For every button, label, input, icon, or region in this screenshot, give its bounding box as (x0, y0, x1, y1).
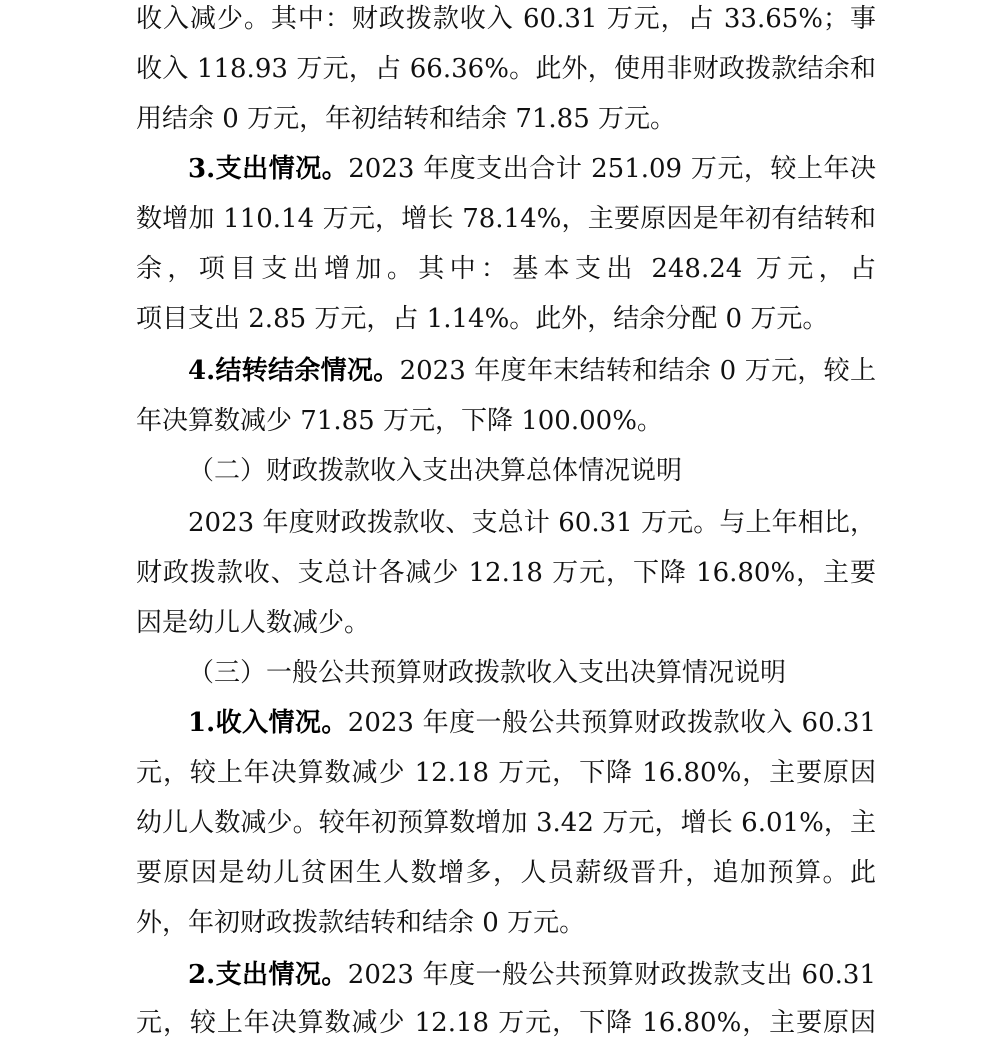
body-text: 幼儿人数减少。较年初预算数增加 3.42 万元，增长 6.01%，主 (136, 808, 876, 838)
paragraph-line (136, 754, 876, 792)
body-text: 2023 年度支出合计 251.09 万元，较上年决 (348, 154, 876, 184)
body-text: 元，较上年决算数减少 12.18 万元，下降 16.80%，主要原因 (136, 758, 876, 788)
paragraph-line (136, 150, 876, 188)
section-heading (136, 452, 682, 490)
section-heading-text: （二）财政拨款收入支出决算总体情况说明 (188, 456, 683, 486)
body-text: 收入减少。其中：财政拨款收入 60.31 万元，占 33.65%；事 (136, 4, 876, 34)
body-text: 用结余 0 万元，年初结转和结余 71.85 万元。 (136, 104, 677, 134)
body-text: 元，较上年决算数减少 12.18 万元，下降 16.80%，主要原因 (136, 1008, 876, 1038)
paragraph-line (136, 100, 676, 138)
paragraph-line (136, 804, 876, 842)
paragraph-line (136, 504, 876, 542)
body-text: 余，项目支出增加。其中：基本支出 248.24 万元，占 (136, 254, 876, 284)
subheading-expenditure-2: 2.支出情况。 (188, 960, 348, 990)
paragraph-line (136, 956, 876, 994)
body-text: 2023 年度年末结转和结余 0 万元，较上 (399, 356, 876, 386)
body-text: 2023 年度一般公共预算财政拨款支出 60.31 (347, 960, 876, 990)
paragraph-line (136, 904, 585, 942)
paragraph-line (136, 352, 876, 390)
body-text: 财政拨款收、支总计各减少 12.18 万元，下降 16.80%，主要 (136, 558, 876, 588)
body-text: 项目支出 2.85 万元，占 1.14%。此外，结余分配 0 万元。 (136, 304, 829, 334)
subheading-expenditure: 3.支出情况。 (188, 154, 349, 184)
paragraph-line (136, 1004, 876, 1042)
body-text: 收入 118.93 万元，占 66.36%。此外，使用非财政拨款结余和 (136, 54, 876, 84)
body-text: 要原因是幼儿贫困生人数增多，人员薪级晋升，追加预算。此 (136, 858, 876, 888)
body-text: 外，年初财政拨款结转和结余 0 万元。 (136, 908, 586, 938)
paragraph-line (136, 554, 876, 592)
body-text: 数增加 110.14 万元，增长 78.14%，主要原因是年初有结转和 (136, 204, 876, 234)
body-text: 因是幼儿人数减少。 (136, 608, 371, 638)
paragraph-line (136, 200, 876, 238)
subheading-income: 1.收入情况。 (188, 708, 348, 738)
section-heading (136, 654, 786, 692)
paragraph-line (136, 0, 876, 38)
paragraph-line (136, 300, 828, 338)
section-heading-text: （三）一般公共预算财政拨款收入支出决算情况说明 (188, 658, 787, 688)
paragraph-line (136, 854, 876, 892)
body-text: 2023 年度财政拨款收、支总计 60.31 万元。与上年相比， (188, 508, 876, 538)
paragraph-line (136, 50, 876, 88)
subheading-carryover: 4.结转结余情况。 (188, 356, 400, 386)
paragraph-line (136, 604, 370, 642)
body-text: 年决算数减少 71.85 万元，下降 100.00%。 (136, 406, 663, 436)
paragraph-line (136, 704, 876, 742)
paragraph-line (136, 250, 876, 288)
body-text: 2023 年度一般公共预算财政拨款收入 60.31 (347, 708, 876, 738)
paragraph-line (136, 402, 663, 440)
